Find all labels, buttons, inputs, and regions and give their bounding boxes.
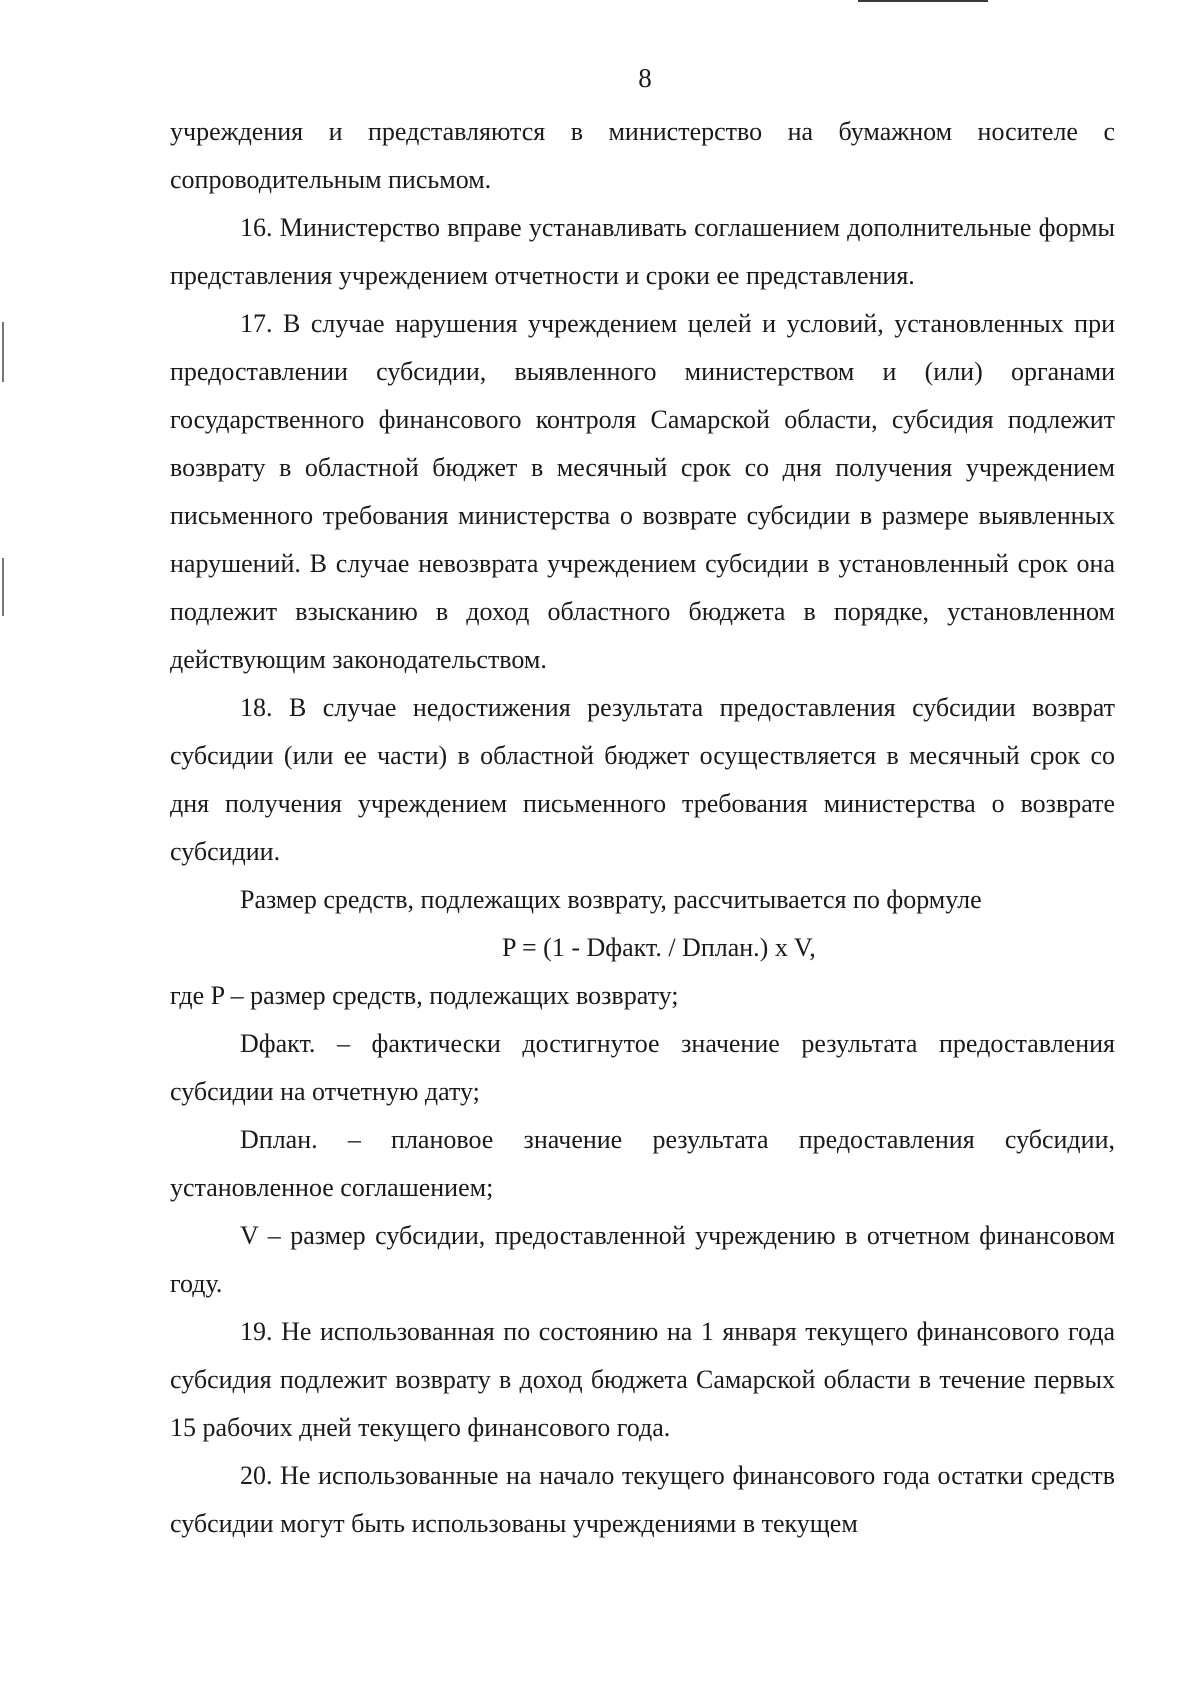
paragraph-17: 17. В случае нарушения учреждением целей и условий, установленных при предоставлении субсидии, выявленного министерством и (или) органами государственного финансового контроля Самарской области, субсидия подлежит возврату в областной бюджет в месячный срок со дня получения учреждением письменного требования министерства о возврате субсидии в размере выявленных нарушений. В случае невозврата учреждением субсидии в установленный срок она подлежит взысканию в доход областного бюджета в порядке, установленном действующим законодательством.: [170, 309, 1115, 674]
scan-line-top: [858, 0, 988, 2]
page-number: 8: [638, 63, 652, 93]
scan-tick-left-1: [2, 322, 4, 382]
paragraph-18: 18. В случае недостижения результата предоставления субсидии возврат субсидии (или ее части) в областной бюджет осуществляется в месячный срок со дня получения учреждением письменного требования министерства о возврате субсидии.: [170, 693, 1115, 866]
paragraph-continuation: учреждения и представляются в министерство на бумажном носителе с сопроводительным письмом.: [170, 117, 1115, 194]
definition-d-plan: Dплан. – плановое значение результата предоставления субсидии, установленное соглашением;: [170, 1125, 1115, 1202]
paragraph-20: 20. Не использованные на начало текущего финансового года остатки средств субсидии могут быть использованы учреждениями в текущем: [170, 1461, 1115, 1538]
paragraph-16: 16. Министерство вправе устанавливать соглашением дополнительные формы представления учреждением отчетности и сроки ее представления.: [170, 213, 1115, 290]
definition-d-fact: Dфакт. – фактически достигнутое значение результата предоставления субсидии на отчетную дату;: [170, 1029, 1115, 1106]
definition-p: где P – размер средств, подлежащих возврату;: [170, 981, 679, 1010]
formula: P = (1 - Dфакт. / Dплан.) x V,: [502, 933, 816, 962]
scan-tick-left-2: [2, 558, 4, 616]
formula-intro: Размер средств, подлежащих возврату, рассчитывается по формуле: [240, 885, 982, 914]
document-body: [170, 108, 1115, 1548]
paragraph-19: 19. Не использованная по состоянию на 1 января текущего финансового года субсидия подлежит возврату в доход бюджета Самарской области в течение первых 15 рабочих дней текущего финансового года.: [170, 1317, 1115, 1442]
definition-v: V – размер субсидии, предоставленной учреждению в отчетном финансовом году.: [170, 1221, 1115, 1298]
